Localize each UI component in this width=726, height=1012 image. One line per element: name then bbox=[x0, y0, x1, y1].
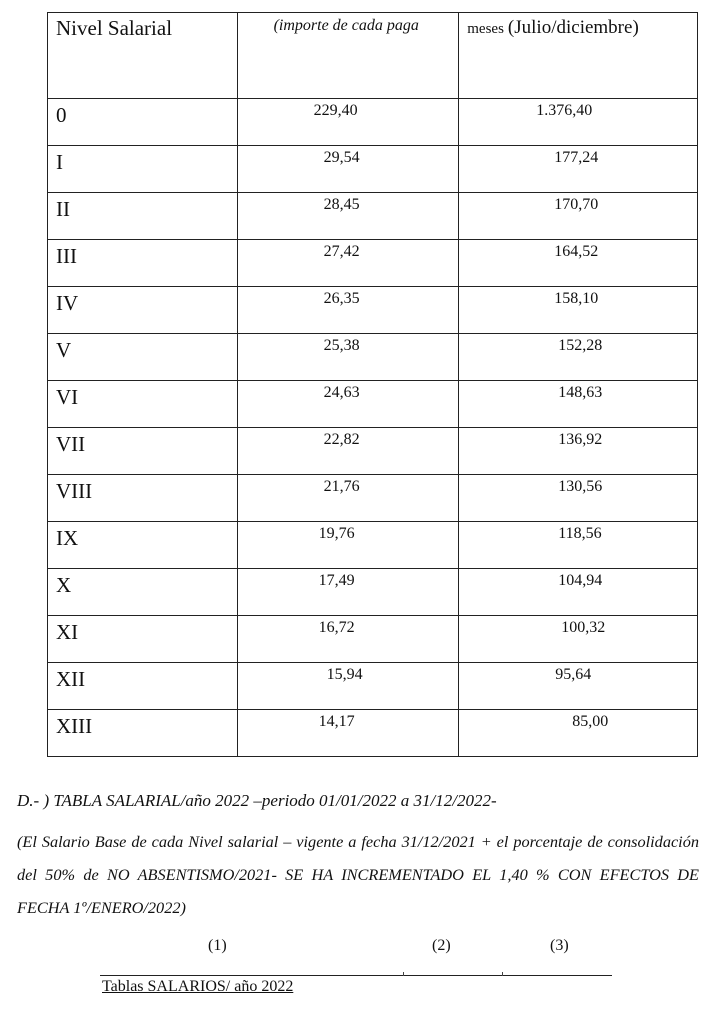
amount-cell bbox=[237, 522, 459, 569]
level-cell bbox=[48, 616, 238, 663]
section-title: D.- ) TABLA SALARIAL/año 2022 –periodo 01/01/2022 a 31/12/2022- bbox=[17, 791, 497, 810]
payment-amount: 229,40 bbox=[313, 102, 358, 119]
payment-amount: 14,17 bbox=[318, 713, 355, 730]
footer-title: Tablas SALARIOS/ año 2022 bbox=[102, 978, 294, 995]
payment-amount: 16,72 bbox=[318, 619, 355, 636]
months-cell bbox=[459, 428, 698, 475]
amount-cell bbox=[237, 710, 459, 757]
level-cell bbox=[48, 99, 238, 146]
table-row bbox=[48, 334, 698, 381]
amount-cell bbox=[237, 569, 459, 616]
footer-rule-tick bbox=[403, 972, 404, 976]
payment-amount: 17,49 bbox=[318, 572, 355, 589]
level-cell bbox=[48, 240, 238, 287]
column-marker-2: (2) bbox=[432, 937, 451, 954]
salary-level: III bbox=[56, 244, 77, 268]
months-amount: 158,10 bbox=[554, 290, 599, 307]
months-cell bbox=[459, 522, 698, 569]
level-cell bbox=[48, 146, 238, 193]
payment-amount: 24,63 bbox=[323, 384, 360, 401]
table-row bbox=[48, 475, 698, 522]
payment-amount: 26,35 bbox=[323, 290, 360, 307]
header-level: Nivel Salarial bbox=[56, 16, 173, 40]
column-marker-3: (3) bbox=[550, 937, 569, 954]
amount-cell bbox=[237, 99, 459, 146]
amount-cell bbox=[237, 146, 459, 193]
payment-amount: 25,38 bbox=[323, 337, 360, 354]
header-amount: (importe de cada paga bbox=[273, 17, 419, 34]
payment-amount: 15,94 bbox=[326, 666, 363, 683]
salary-level: VI bbox=[56, 385, 79, 409]
months-cell bbox=[459, 240, 698, 287]
level-cell bbox=[48, 287, 238, 334]
header-months-prefix: meses bbox=[467, 21, 504, 37]
amount-cell bbox=[237, 381, 459, 428]
table-row bbox=[48, 522, 698, 569]
months-amount: 100,32 bbox=[561, 619, 606, 636]
level-cell bbox=[48, 475, 238, 522]
header-amount-cell bbox=[237, 13, 459, 99]
table-row bbox=[48, 381, 698, 428]
amount-cell bbox=[237, 287, 459, 334]
salary-level: X bbox=[56, 573, 72, 597]
months-amount: 170,70 bbox=[554, 196, 599, 213]
level-cell bbox=[48, 334, 238, 381]
table-row bbox=[48, 428, 698, 475]
salary-level: IV bbox=[56, 291, 79, 315]
months-amount: 136,92 bbox=[558, 431, 603, 448]
amount-cell bbox=[237, 475, 459, 522]
salary-level: 0 bbox=[56, 103, 67, 127]
table-row bbox=[48, 710, 698, 757]
months-cell bbox=[459, 287, 698, 334]
table-row bbox=[48, 193, 698, 240]
months-cell bbox=[459, 616, 698, 663]
salary-level: XII bbox=[56, 667, 86, 691]
table-header-row bbox=[48, 13, 698, 99]
amount-cell bbox=[237, 428, 459, 475]
months-cell bbox=[459, 193, 698, 240]
header-months-cell bbox=[459, 13, 698, 99]
table-row bbox=[48, 146, 698, 193]
level-cell bbox=[48, 569, 238, 616]
salary-level: II bbox=[56, 197, 70, 221]
level-cell bbox=[48, 522, 238, 569]
table-row bbox=[48, 616, 698, 663]
header-months-suffix: (Julio/diciembre) bbox=[507, 17, 639, 38]
payment-amount: 22,82 bbox=[323, 431, 360, 448]
months-amount: 104,94 bbox=[558, 572, 603, 589]
months-cell bbox=[459, 663, 698, 710]
months-cell bbox=[459, 381, 698, 428]
footer-rule bbox=[100, 975, 612, 976]
months-amount: 148,63 bbox=[558, 384, 603, 401]
salary-table bbox=[47, 12, 698, 757]
level-cell bbox=[48, 193, 238, 240]
amount-cell bbox=[237, 193, 459, 240]
amount-cell bbox=[237, 334, 459, 381]
months-amount: 130,56 bbox=[558, 478, 603, 495]
table-row bbox=[48, 287, 698, 334]
amount-cell bbox=[237, 663, 459, 710]
level-cell bbox=[48, 710, 238, 757]
payment-amount: 29,54 bbox=[323, 149, 360, 166]
section-note: (El Salario Base de cada Nivel salarial – vigente a fecha 31/12/2021 + el porcentaje de consolidación del 50% de NO ABSENTISMO/2021- SE HA INCREMENTADO EL 1,40 % CON EFECTOS DE FECHA 1º/ENERO/2022) bbox=[17, 832, 699, 917]
payment-amount: 21,76 bbox=[323, 478, 360, 495]
months-amount: 164,52 bbox=[554, 243, 599, 260]
salary-level: XI bbox=[56, 620, 79, 644]
salary-level: VII bbox=[56, 432, 86, 456]
header-level-cell bbox=[48, 13, 238, 99]
table-row bbox=[48, 569, 698, 616]
salary-level: VIII bbox=[56, 479, 93, 503]
header-months bbox=[467, 17, 639, 39]
level-cell bbox=[48, 428, 238, 475]
salary-level: I bbox=[56, 150, 63, 174]
table-row bbox=[48, 99, 698, 146]
months-cell bbox=[459, 146, 698, 193]
salary-level: XIII bbox=[56, 714, 93, 738]
payment-amount: 27,42 bbox=[323, 243, 360, 260]
amount-cell bbox=[237, 240, 459, 287]
months-amount: 85,00 bbox=[572, 713, 609, 730]
months-amount: 1.376,40 bbox=[536, 102, 593, 119]
footer-rule-tick bbox=[502, 972, 503, 976]
months-cell bbox=[459, 475, 698, 522]
table-row bbox=[48, 240, 698, 287]
payment-amount: 19,76 bbox=[318, 525, 355, 542]
months-cell bbox=[459, 334, 698, 381]
table-row bbox=[48, 663, 698, 710]
months-cell bbox=[459, 569, 698, 616]
level-cell bbox=[48, 663, 238, 710]
salary-level: V bbox=[56, 338, 72, 362]
months-amount: 152,28 bbox=[558, 337, 603, 354]
months-amount: 95,64 bbox=[555, 666, 592, 683]
months-cell bbox=[459, 710, 698, 757]
months-amount: 118,56 bbox=[558, 525, 602, 542]
months-cell bbox=[459, 99, 698, 146]
column-marker-1: (1) bbox=[208, 937, 227, 954]
level-cell bbox=[48, 381, 238, 428]
amount-cell bbox=[237, 616, 459, 663]
payment-amount: 28,45 bbox=[323, 196, 360, 213]
months-amount: 177,24 bbox=[554, 149, 599, 166]
salary-level: IX bbox=[56, 526, 79, 550]
